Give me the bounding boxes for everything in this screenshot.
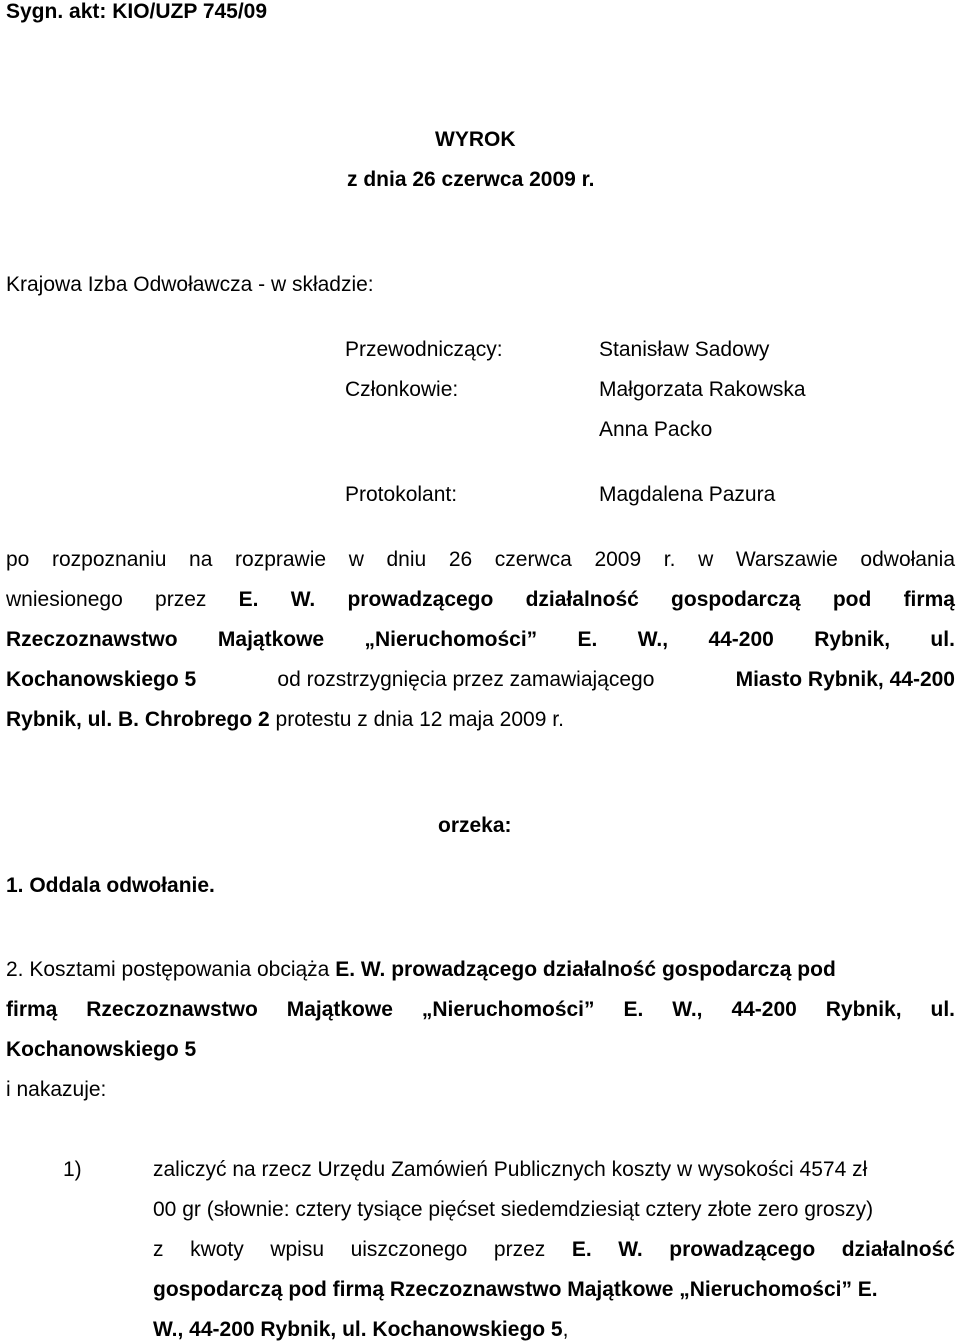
word: wniesionego: [6, 588, 123, 611]
point-2-line3: Kochanowskiego 5: [6, 1038, 197, 1061]
word: działalność: [841, 1238, 955, 1261]
word: ul.: [930, 628, 955, 651]
word: w: [348, 548, 364, 571]
word: gospodarczą: [671, 588, 801, 611]
word: firmą: [6, 998, 58, 1021]
word: uiszczonego: [350, 1238, 468, 1261]
word: wpisu: [270, 1238, 325, 1261]
panel-intro: Krajowa Izba Odwoławcza - w składzie:: [6, 273, 374, 296]
address-bold: Kochanowskiego 5: [6, 668, 197, 691]
point-2-line1: [6, 958, 836, 982]
order-line5: [153, 1318, 568, 1342]
decides-heading: orzeka:: [438, 814, 512, 837]
word: W.: [290, 588, 316, 611]
word: Rybnik,: [825, 998, 902, 1021]
word: Majątkowe: [217, 628, 325, 651]
word: ul.: [930, 998, 955, 1021]
word: r.: [663, 548, 676, 571]
word: przez: [493, 1238, 546, 1261]
party-bold: Miasto Rybnik, 44-200: [735, 668, 955, 691]
para1-line5: [6, 708, 564, 732]
members-label: Członkowie:: [345, 378, 459, 401]
para1-line4: [6, 668, 955, 692]
word: W.: [618, 1238, 643, 1261]
word: prowadzącego: [669, 1238, 816, 1261]
point-1: 1. Oddala odwołanie.: [6, 874, 215, 897]
word: „Nieruchomości”: [364, 628, 538, 651]
word: w: [698, 548, 714, 571]
chair-label: Przewodniczący:: [345, 338, 503, 361]
word: 26: [448, 548, 473, 571]
word: E.: [238, 588, 259, 611]
word: 44-200: [731, 998, 797, 1021]
word: prowadzącego: [347, 588, 494, 611]
order-line4: gospodarczą pod firmą Rzeczoznawstwo Majątkowe „Nieruchomości” E.: [153, 1278, 878, 1301]
word: Rzeczoznawstwo: [86, 998, 258, 1021]
word: z: [153, 1238, 164, 1261]
word: W.,: [637, 628, 669, 651]
word: po: [6, 548, 30, 571]
word: firmą: [903, 588, 955, 611]
word: czerwca: [494, 548, 572, 571]
word: rozpoznaniu: [51, 548, 167, 571]
word: przez: [155, 588, 207, 611]
word: odwołania: [860, 548, 955, 571]
orders-label: i nakazuje:: [6, 1078, 107, 1101]
order-line2: 00 gr (słownie: cztery tysiące pięćset siedemdziesiąt cztery złote zero groszy): [153, 1198, 874, 1221]
text-plain: 2. Kosztami postępowania obciąża: [6, 958, 330, 981]
para1-line3: [6, 628, 955, 652]
party-bold: E. W. prowadzącego działalność gospodarczą pod: [335, 958, 836, 981]
ruling-date: z dnia 26 czerwca 2009 r.: [347, 168, 595, 191]
address-bold: W., 44-200 Rybnik, ul. Kochanowskiego 5: [153, 1318, 563, 1341]
word: E.: [577, 628, 598, 651]
ruling-heading: WYROK: [435, 128, 516, 151]
word: kwoty: [190, 1238, 244, 1261]
word: 2009: [594, 548, 642, 571]
word: rozprawie: [235, 548, 327, 571]
order-line3: [153, 1238, 955, 1262]
member-name: Anna Packo: [599, 418, 713, 441]
address-bold: Rybnik, ul. B. Chrobrego 2: [6, 708, 270, 731]
para1-line2: [6, 588, 955, 612]
word: Rybnik,: [814, 628, 891, 651]
order-line1: zaliczyć na rzecz Urzędu Zamówień Publicznych koszty w wysokości 4574 zł: [153, 1158, 868, 1181]
word: E.: [571, 1238, 592, 1261]
word: W.,: [672, 998, 703, 1021]
case-signature: Sygn. akt: KIO/UZP 745/09: [6, 0, 268, 23]
chair-name: Stanisław Sadowy: [599, 338, 770, 361]
word: Warszawie: [735, 548, 838, 571]
member-name: Małgorzata Rakowska: [599, 378, 806, 401]
word: 44-200: [708, 628, 774, 651]
recorder-name: Magdalena Pazura: [599, 483, 776, 506]
order-number: 1): [63, 1158, 82, 1181]
word: Majątkowe: [286, 998, 393, 1021]
text-plain: ,: [562, 1318, 569, 1341]
word: Rzeczoznawstwo: [6, 628, 178, 651]
text-plain: protestu z dnia 12 maja 2009 r.: [275, 708, 564, 731]
text-plain: od rozstrzygnięcia przez zamawiającego: [277, 668, 655, 691]
word: pod: [832, 588, 872, 611]
word: E.: [623, 998, 644, 1021]
word: dniu: [386, 548, 427, 571]
word: „Nieruchomości”: [421, 998, 595, 1021]
point-2-line2: [6, 998, 955, 1022]
para1-line1: [6, 548, 955, 572]
word: działalność: [525, 588, 639, 611]
recorder-label: Protokolant:: [345, 483, 458, 506]
word: na: [189, 548, 213, 571]
